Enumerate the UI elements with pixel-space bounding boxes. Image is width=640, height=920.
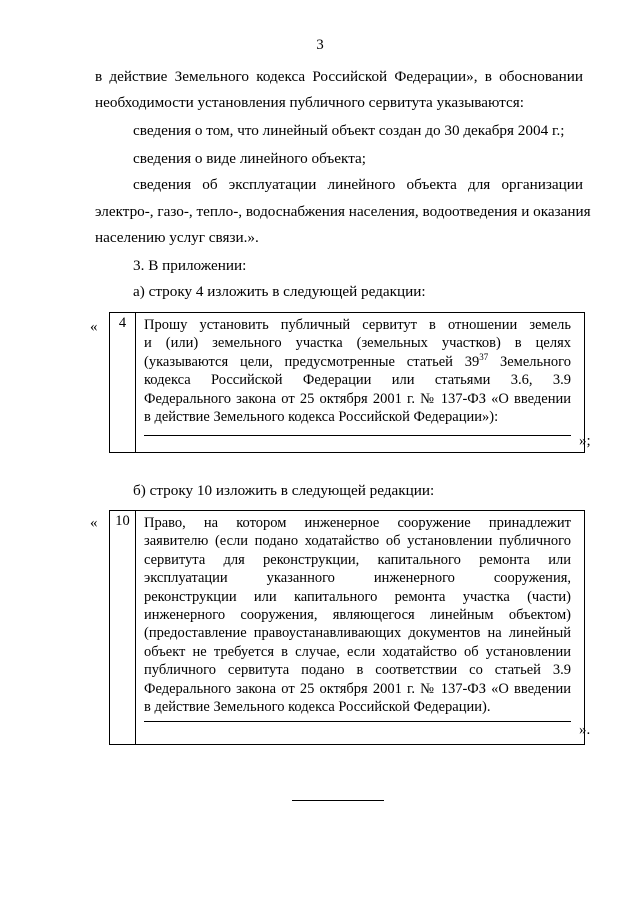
open-quote-row4: « <box>90 319 98 335</box>
row4-line-1: Прошу установить публичный сервитут в отношении земель <box>144 317 571 333</box>
row10-line-2: заявителю (если подано ходатайство об установлении публичного <box>144 533 571 550</box>
table-row-4 <box>109 312 585 453</box>
row10-line-3: сервитута для реконструкции, капитального ремонта или <box>144 551 571 568</box>
row4-line-6: в действие Земельного кодекса Российской Федерации»): <box>144 409 499 426</box>
row10-line-4: эксплуатации указанного инженерного сооружения, <box>144 570 571 587</box>
row10-line-1: Право, на котором инженерное сооружение принадлежит <box>144 515 571 531</box>
closing-quote-row10: ». <box>579 722 591 738</box>
row10-line-11: в действие Земельного кодекса Российской Федерации). <box>144 699 491 716</box>
row4-line-5: Федерального закона от 25 октября 2001 г. № 137-ФЗ «О введении <box>144 390 571 407</box>
row4-line-3-tail: Земельного <box>488 353 571 370</box>
row-number-cell: 4 <box>110 313 136 452</box>
paragraph-info-object-type: сведения о виде линейного объекта; <box>133 150 366 167</box>
row-text-cell <box>144 514 571 716</box>
row10-line-9: публичного сервитута подано в соответствии со статьей 3.9 <box>144 662 571 679</box>
row4-line-3 <box>144 353 571 371</box>
row4-line-3-text: (указываются цели, предусмотренные статьей 39 <box>144 353 480 370</box>
table-row-10 <box>109 510 585 745</box>
closing-quote-row4: »; <box>579 433 591 449</box>
fill-in-underline <box>144 721 571 722</box>
open-quote-row10: « <box>90 515 98 531</box>
paragraph-info-exploitation-line1: сведения об эксплуатации линейного объекта для организации <box>133 176 583 193</box>
row-text-cell <box>144 316 571 426</box>
row10-line-8: объект не требуется в случае, если ходатайство об установлении <box>144 643 571 660</box>
article-superscript: 37 <box>479 351 489 362</box>
footer-rule <box>292 800 384 801</box>
row10-line-7: (предоставление правоустанавливающих документов на линейный <box>144 625 571 642</box>
instruction-row10: б) строку 10 изложить в следующей редакции: <box>133 482 435 499</box>
row10-line-6: инженерного сооружения, являющегося линейным объектом) <box>144 607 571 624</box>
row4-line-2: и (или) земельного участка (земельных участков) в целях <box>144 335 571 352</box>
paragraph-info-exploitation-line3: населению услуг связи.». <box>95 229 259 246</box>
row-number-cell: 10 <box>110 511 136 744</box>
page-number: 3 <box>316 37 324 53</box>
paragraph-continuation-line1: в действие Земельного кодекса Российской Федерации», в обосновании <box>95 68 583 85</box>
row4-line-4: кодекса Российской Федерации или статьями 3.6, 3.9 <box>144 372 571 389</box>
fill-in-underline <box>144 435 571 436</box>
paragraph-info-exploitation-line2: электро-, газо-, тепло-, водоснабжения населения, водоотведения и оказания <box>95 203 591 220</box>
section-heading-appendix: 3. В приложении: <box>133 257 247 274</box>
paragraph-info-creation-date: сведения о том, что линейный объект создан до 30 декабря 2004 г.; <box>133 122 565 139</box>
row10-line-10: Федерального закона от 25 октября 2001 г. № 137-ФЗ «О введении <box>144 680 571 697</box>
row10-line-5: реконструкции или капитального ремонта участка (части) <box>144 588 571 605</box>
paragraph-continuation-line2: необходимости установления публичного сервитута указываются: <box>95 94 524 111</box>
instruction-row4: а) строку 4 изложить в следующей редакции: <box>133 283 426 300</box>
